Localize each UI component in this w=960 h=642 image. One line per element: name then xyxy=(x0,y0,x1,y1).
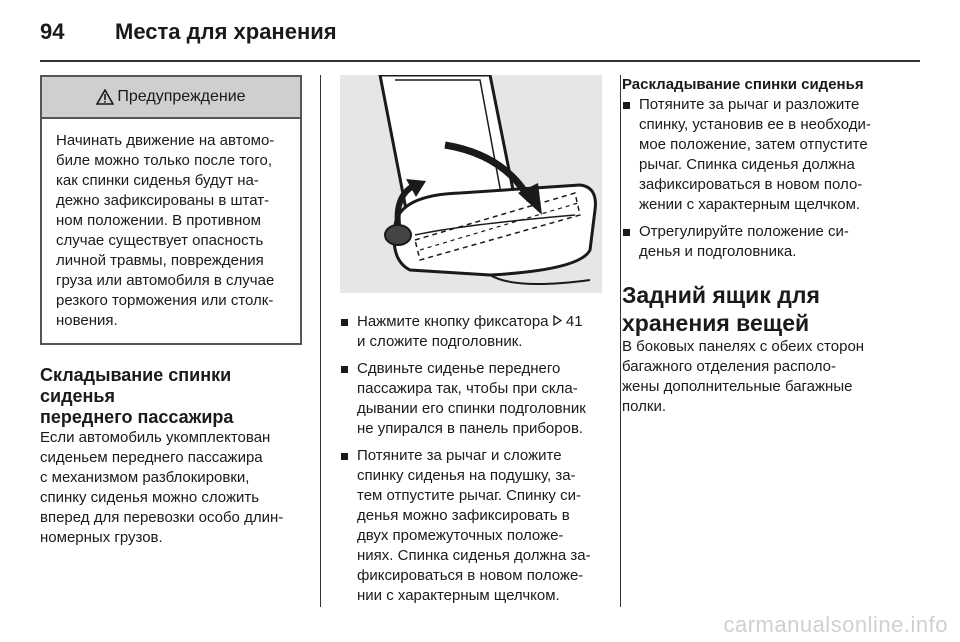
paragraph-line: полки. xyxy=(622,398,666,415)
bullet-line: мое положение, затем отпустите xyxy=(639,136,868,153)
bullet-line: денья и подголовника. xyxy=(639,243,797,260)
unfold-seat-heading: Раскладывание спинки сиденья xyxy=(622,76,864,93)
bullet-line: Потяните за рычаг и разложите xyxy=(639,96,860,113)
bullet-line: ниях. Спинка сиденья должна за- xyxy=(357,547,591,564)
bullet-line: и сложите подголовник. xyxy=(357,333,523,350)
warning-line: случае существует опасность xyxy=(56,232,264,249)
paragraph-line: номерных грузов. xyxy=(40,529,163,546)
bullet-line: спинку, установив ее в необходи- xyxy=(639,116,871,133)
bullet-line: двух промежуточных положе- xyxy=(357,527,564,544)
list-item xyxy=(340,446,602,606)
page-number: 94 xyxy=(40,19,65,44)
warning-line: резкого торможения или столк- xyxy=(56,292,274,309)
bullet-square-icon xyxy=(341,366,348,373)
bullet-line: Сдвиньте сиденье переднего xyxy=(357,360,561,377)
bullet-line: зафиксироваться в новом поло- xyxy=(639,176,863,193)
bullet-line: денья можно зафиксировать в xyxy=(357,507,570,524)
warning-line: груза или автомобиля в случае xyxy=(56,272,275,289)
warning-line: как спинки сиденья будут на- xyxy=(56,172,259,189)
bullet-square-icon xyxy=(341,453,348,460)
bullet-line: жении с характерным щелчком. xyxy=(639,196,861,213)
warning-triangle-icon xyxy=(96,89,114,105)
bullet-line: Потяните за рычаг и сложите xyxy=(357,447,562,464)
warning-line: биле можно только после того, xyxy=(56,152,272,169)
paragraph-line: с механизмом разблокировки, xyxy=(40,469,250,486)
bullet-line-text: Нажмите кнопку фиксатора xyxy=(357,313,549,330)
page-reference[interactable]: 41 xyxy=(565,313,583,330)
bullet-line: нии с характерным щелчком. xyxy=(357,587,560,604)
bullet-square-icon xyxy=(623,102,630,109)
list-item xyxy=(340,359,602,439)
unfold-steps-list xyxy=(622,95,912,262)
warning-header xyxy=(42,77,300,119)
warning-line: Начинать движение на автомо- xyxy=(56,132,275,149)
column-divider-right xyxy=(620,75,621,607)
seat-illustration xyxy=(340,75,602,293)
warning-line: личной травмы, повреждения xyxy=(56,252,264,269)
warning-line: ном положении. В противном xyxy=(56,212,261,229)
warning-text xyxy=(42,119,300,343)
page-title: Места для хранения xyxy=(115,19,337,44)
page-header xyxy=(40,12,920,52)
bullet-line: дывании его спинки подголовник xyxy=(357,400,586,417)
heading-line: хранения вещей xyxy=(622,310,810,336)
rear-storage-paragraph xyxy=(622,337,912,417)
bullet-line: спинку сиденья на подушку, за- xyxy=(357,467,576,484)
header-rule xyxy=(40,60,920,62)
list-item xyxy=(622,222,912,262)
middle-column xyxy=(340,75,602,613)
bullet-line: рычаг. Спинка сиденья должна xyxy=(639,156,855,173)
section-heading-rear-storage xyxy=(622,281,912,337)
warning-box xyxy=(40,75,302,345)
fold-front-seat-paragraph xyxy=(40,428,302,548)
bullet-line: не упирался в панель приборов. xyxy=(357,420,584,437)
column-divider-left xyxy=(320,75,321,607)
bullet-square-icon xyxy=(623,229,630,236)
list-item xyxy=(622,95,912,215)
bullet-line: Отрегулируйте положение си- xyxy=(639,223,849,240)
paragraph-line: В боковых панелях с обеих сторон xyxy=(622,338,865,355)
paragraph-line: спинку сиденья можно сложить xyxy=(40,489,260,506)
bullet-line: пассажира так, чтобы при скла- xyxy=(357,380,578,397)
bullet-line: фиксироваться в новом положе- xyxy=(357,567,584,584)
paragraph-line: сиденьем переднего пассажира xyxy=(40,449,263,466)
bullet-line: тем отпустите рычаг. Спинку си- xyxy=(357,487,581,504)
right-column xyxy=(622,75,912,417)
page-reference-triangle-icon xyxy=(553,315,562,326)
heading-line: переднего пассажира xyxy=(40,407,234,427)
paragraph-line: вперед для перевозки особо длин- xyxy=(40,509,284,526)
paragraph-line: Если автомобиль укомплектован xyxy=(40,429,271,446)
heading-line: Задний ящик для xyxy=(622,282,820,308)
fold-steps-list xyxy=(340,312,602,606)
warning-line: новения. xyxy=(56,312,118,329)
warning-line: дежно зафиксированы в штат- xyxy=(56,192,270,209)
warning-title: Предупреждение xyxy=(117,88,246,105)
paragraph-line: жены дополнительные багажные xyxy=(622,378,853,395)
heading-line: Складывание спинки сиденья xyxy=(40,365,232,406)
bullet-line xyxy=(357,312,602,332)
list-item xyxy=(340,312,602,352)
section-heading-fold-front-seat xyxy=(40,365,302,428)
bullet-square-icon xyxy=(341,319,348,326)
left-column xyxy=(40,75,302,548)
watermark: carmanualsonline.info xyxy=(723,612,948,637)
paragraph-line: багажного отделения располо- xyxy=(622,358,836,375)
